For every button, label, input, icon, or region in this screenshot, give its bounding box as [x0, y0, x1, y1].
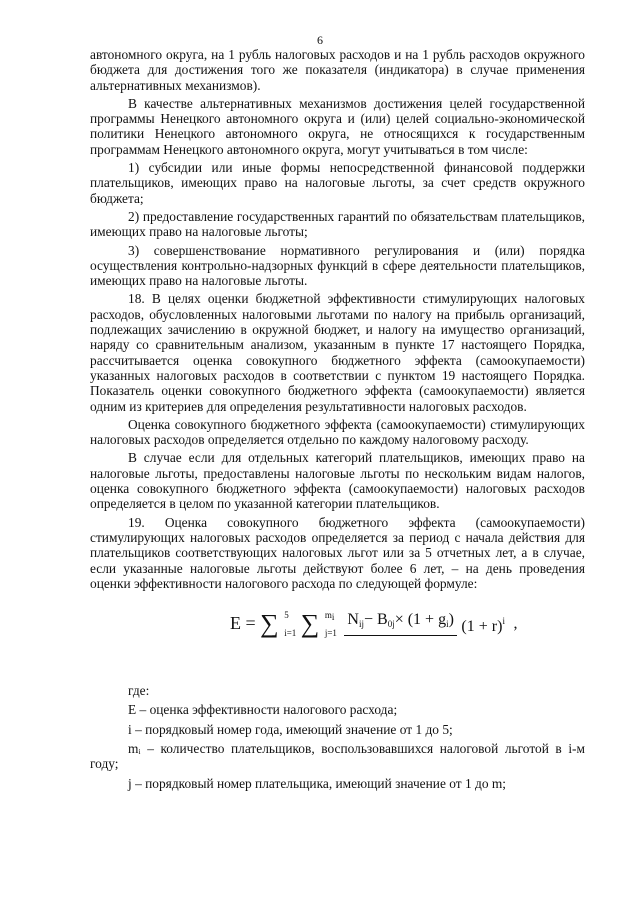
formula-lhs: E =: [230, 612, 256, 633]
efficiency-formula: [90, 603, 585, 673]
formula-denominator: $(1 + r)^i$: [461, 616, 505, 636]
paragraph-19: 19. Оценка совокупного бюджетного эффекта (самоокупаемости) стимулирующих налоговых расходов определяется за период с начала действия для плательщиков соответствующих налоговых льгот или за 5 отчетных лет, а в случае, если указанные налоговые льготы действуют более 6 лет, – на день проведения оценки эффективности налогового расхода по следующей формуле:: [90, 514, 585, 591]
formula-comma: ,: [513, 614, 518, 632]
formula-numerator: $N_{ij}- B_{0j}\times (1 + g_i)$: [344, 611, 457, 635]
definition-i: i – порядковый номер года, имеющий значение от 1 до 5;: [128, 721, 453, 737]
sum-symbol-1: ∑: [260, 608, 279, 638]
sum2-upper: m: [324, 610, 332, 621]
where-label: где:: [128, 683, 150, 699]
formula-fraction: [344, 611, 505, 635]
definition-e: E – оценка эффективности налогового расхода;: [128, 702, 398, 718]
definitions-list: [90, 683, 585, 791]
definition-j: j – порядковый номер плательщика, имеющий значение от 1 до m;: [128, 775, 507, 791]
list-item-3: 3) совершенствование нормативного регулирования и (или) порядка осуществления контрольно-надзорных функций в сфере деятельности плательщиков, имеющих право на налоговые льготы.: [90, 242, 585, 289]
page-number: 6: [317, 33, 323, 47]
paragraph-assessment: Оценка совокупного бюджетного эффекта (самоокупаемости) стимулирующих налоговых расходов определяется отдельно по каждому налоговому расходу.: [90, 416, 585, 448]
body-text: [90, 47, 585, 791]
list-item-1: 1) субсидии или иные формы непосредственной финансовой поддержки плательщиков, имеющих право на налоговые льготы, за счет средств окружного бюджета;: [90, 160, 585, 206]
sum-symbol-2: ∑: [300, 608, 320, 638]
paragraph-18: 18. В целях оценки бюджетной эффективности стимулирующих налоговых расходов, обусловленных налоговыми льготами по налогу на прибыль организаций, подлежащих зачислению в окружной бюджет, и налогу на имущество организаций, наряду со сравнительным анализом, указанным в пункте 17 настоящего Порядка, рассчитывается оценка совокупного бюджетного эффекта (самоокупаемости) указанных налоговых расходов в соответствии с пунктом 19 настоящего Порядка. Показатель оценки совокупного бюджетного эффекта (самоокупаемости) является одним из критериев для определения результативности налоговых расходов.: [90, 291, 585, 414]
sum2-upper-sub: i: [331, 611, 335, 622]
definition-m: mᵢ – количество плательщиков, воспользовавшихся налоговой льготой в i-м году;: [90, 740, 585, 772]
paragraph-alternatives: В качестве альтернативных механизмов достижения целей государственной программы Ненецкого автономного округа и (или) целей социально-экономической политики Ненецкого автономного округа, не относящихся к государственным программам Ненецкого автономного округа, могут учитываться в том числе:: [90, 95, 585, 157]
sum1-lower: i=1: [284, 627, 297, 638]
paragraph-categories: В случае если для отдельных категорий плательщиков, имеющих право на налоговые льготы, предоставлены налоговые льготы по нескольким видам налогов, оценка совокупного бюджетного эффекта (самоокупаемости) налоговых расходов определяется в целом по указанной категории плательщиков.: [90, 450, 585, 512]
paragraph-continuation: автономного округа, на 1 рубль налоговых расходов и на 1 рубль расходов окружного бюджета для достижения того же показателя (индикатора) в случае применения альтернативных механизмов).: [90, 47, 585, 93]
sum1-upper: 5: [284, 609, 289, 620]
list-item-2: 2) предоставление государственных гарантий по обязательствам плательщиков, имеющих право на налоговые льготы;: [90, 208, 585, 240]
sum2-lower: j=1: [324, 627, 337, 638]
